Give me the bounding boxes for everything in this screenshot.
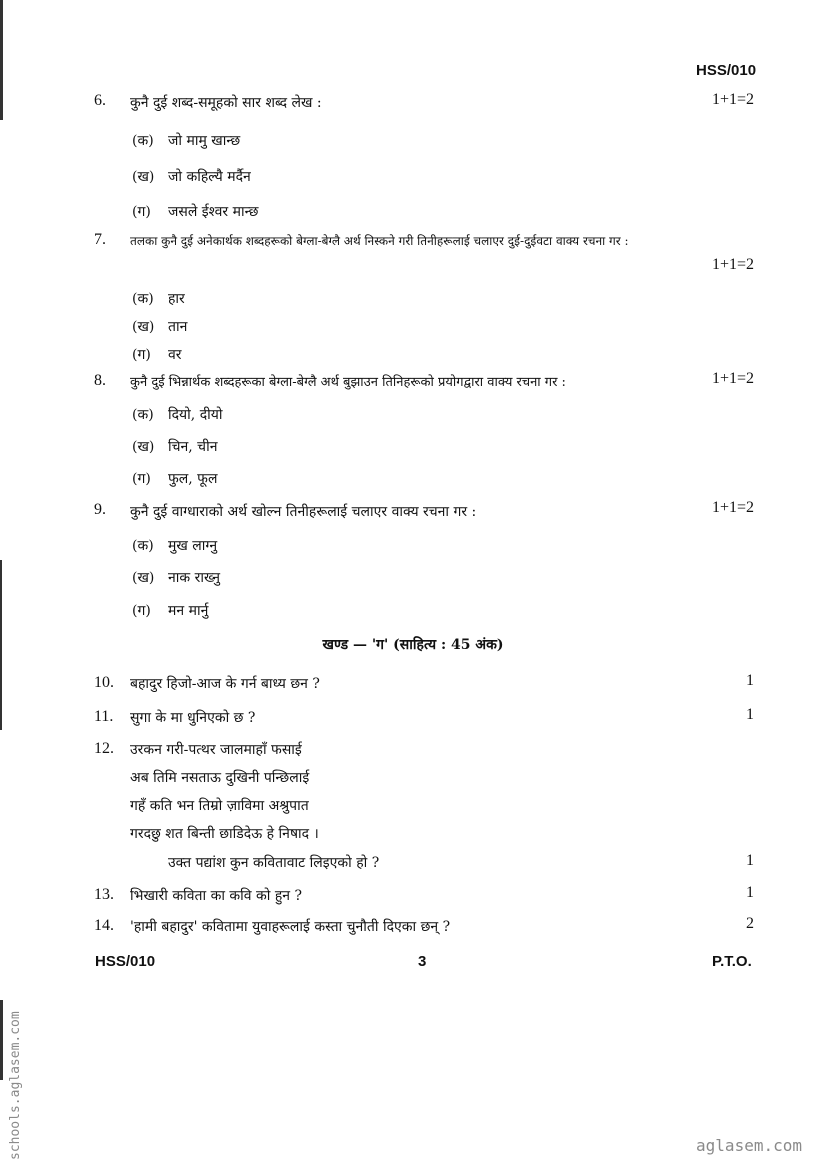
question-marks: 1+1=2	[711, 370, 754, 387]
option-label: (ग)	[132, 347, 151, 363]
question-text: 'हामी बहादुर' कवितामा युवाहरूलाई कस्ता चुनौती दिएका छन् ?	[130, 919, 451, 935]
question-number: 12.	[94, 740, 114, 757]
option-label: (ग)	[132, 603, 151, 619]
option-text: चिन, चीन	[168, 439, 218, 455]
section-title: खण्ड — 'ग' (साहित्य : 45 अंक)	[322, 637, 504, 653]
question-number: 9.	[94, 501, 106, 518]
verse-line: गहँ कति भन तिम्रो ज़ाविमा अश्रुपात	[130, 798, 309, 814]
question-marks: 1	[746, 852, 754, 869]
option-label: (ख)	[132, 439, 155, 455]
option-text: मुख लाग्नु	[168, 538, 218, 554]
question-marks: 1+1=2	[711, 499, 754, 516]
question-marks: 1	[746, 706, 754, 723]
question-number: 11.	[94, 708, 114, 725]
question-marks: 1+1=2	[711, 91, 754, 108]
footer-paper-code: HSS/010	[95, 953, 156, 970]
option-text: जो कहिल्यै मर्दैन	[168, 169, 251, 185]
pto-label: P.T.O.	[712, 953, 752, 970]
option-label: (ग)	[132, 204, 151, 220]
side-watermark: schools.aglasem.com	[8, 1011, 23, 1160]
option-text: दियो, दीयो	[168, 407, 223, 423]
option-label: (ग)	[132, 471, 151, 487]
question-text: बहादुर हिजो-आज के गर्न बाध्य छन ?	[130, 676, 320, 692]
question-text: कुनै दुई भिन्नार्थक शब्दहरूका बेग्ला-बेग्लै अर्थ बुझाउन तिनिहरूको प्रयोगद्वारा वाक्य रचना गर :	[130, 375, 566, 390]
question-marks: 1	[746, 672, 754, 689]
option-text: जसले ईश्वर मान्छ	[168, 204, 259, 220]
option-text: नाक राख्नु	[168, 570, 221, 586]
question-text: भिखारी कविता का कवि को हुन ?	[130, 888, 302, 904]
question-marks: 2	[746, 915, 754, 932]
option-text: मन मार्नु	[168, 603, 209, 619]
question-number: 10.	[94, 674, 114, 691]
question-marks: 1	[746, 884, 754, 901]
option-label: (क)	[132, 538, 154, 554]
question-text: कुनै दुई वाग्धाराको अर्थ खोल्न तिनीहरूलाई चलाएर वाक्य रचना गर :	[130, 504, 477, 520]
option-text: तान	[168, 319, 188, 335]
verse-line: अब तिमि नसताऊ दुखिनी पन्छिलाई	[130, 770, 310, 786]
question-text: कुनै दुई शब्द-समूहको सार शब्द लेख :	[130, 95, 322, 111]
option-label: (ख)	[132, 169, 155, 185]
option-label: (क)	[132, 291, 154, 307]
option-label: (क)	[132, 133, 154, 149]
option-text: हार	[168, 291, 185, 307]
page-number: 3	[418, 953, 427, 970]
verse-line: गरदछु शत बिन्ती छाडिदेऊ हे निषाद ।	[130, 826, 319, 842]
option-label: (ख)	[132, 319, 155, 335]
option-label: (क)	[132, 407, 154, 423]
verse-line: उरकन गरी-पत्थर जालमाहाँ फसाई	[130, 742, 302, 758]
question-text: तलका कुनै दुई अनेकार्थक शब्दहरूको बेग्ला-बेग्लै अर्थ निस्कने गरी तिनीहरूलाई चलाएर दुई-दुईवटा वाक्य रचना गर :	[130, 234, 629, 248]
scan-edge-mark	[0, 1000, 3, 1080]
question-number: 13.	[94, 886, 114, 903]
bottom-watermark: aglasem.com	[696, 1136, 802, 1155]
question-text: उक्त पद्यांश कुन कवितावाट लिइएको हो ?	[168, 855, 380, 871]
question-number: 7.	[94, 231, 106, 248]
option-text: वर	[168, 347, 182, 363]
scan-edge-mark	[0, 0, 3, 120]
question-number: 8.	[94, 372, 106, 389]
question-number: 6.	[94, 92, 106, 109]
question-text: सुगा के मा धुनिएको छ ?	[130, 710, 256, 726]
header-paper-code: HSS/010	[696, 62, 757, 79]
question-number: 14.	[94, 917, 114, 934]
option-label: (ख)	[132, 570, 155, 586]
option-text: फुल, फूल	[168, 471, 218, 487]
question-marks: 1+1=2	[711, 256, 754, 273]
option-text: जो मामु खान्छ	[168, 133, 241, 149]
